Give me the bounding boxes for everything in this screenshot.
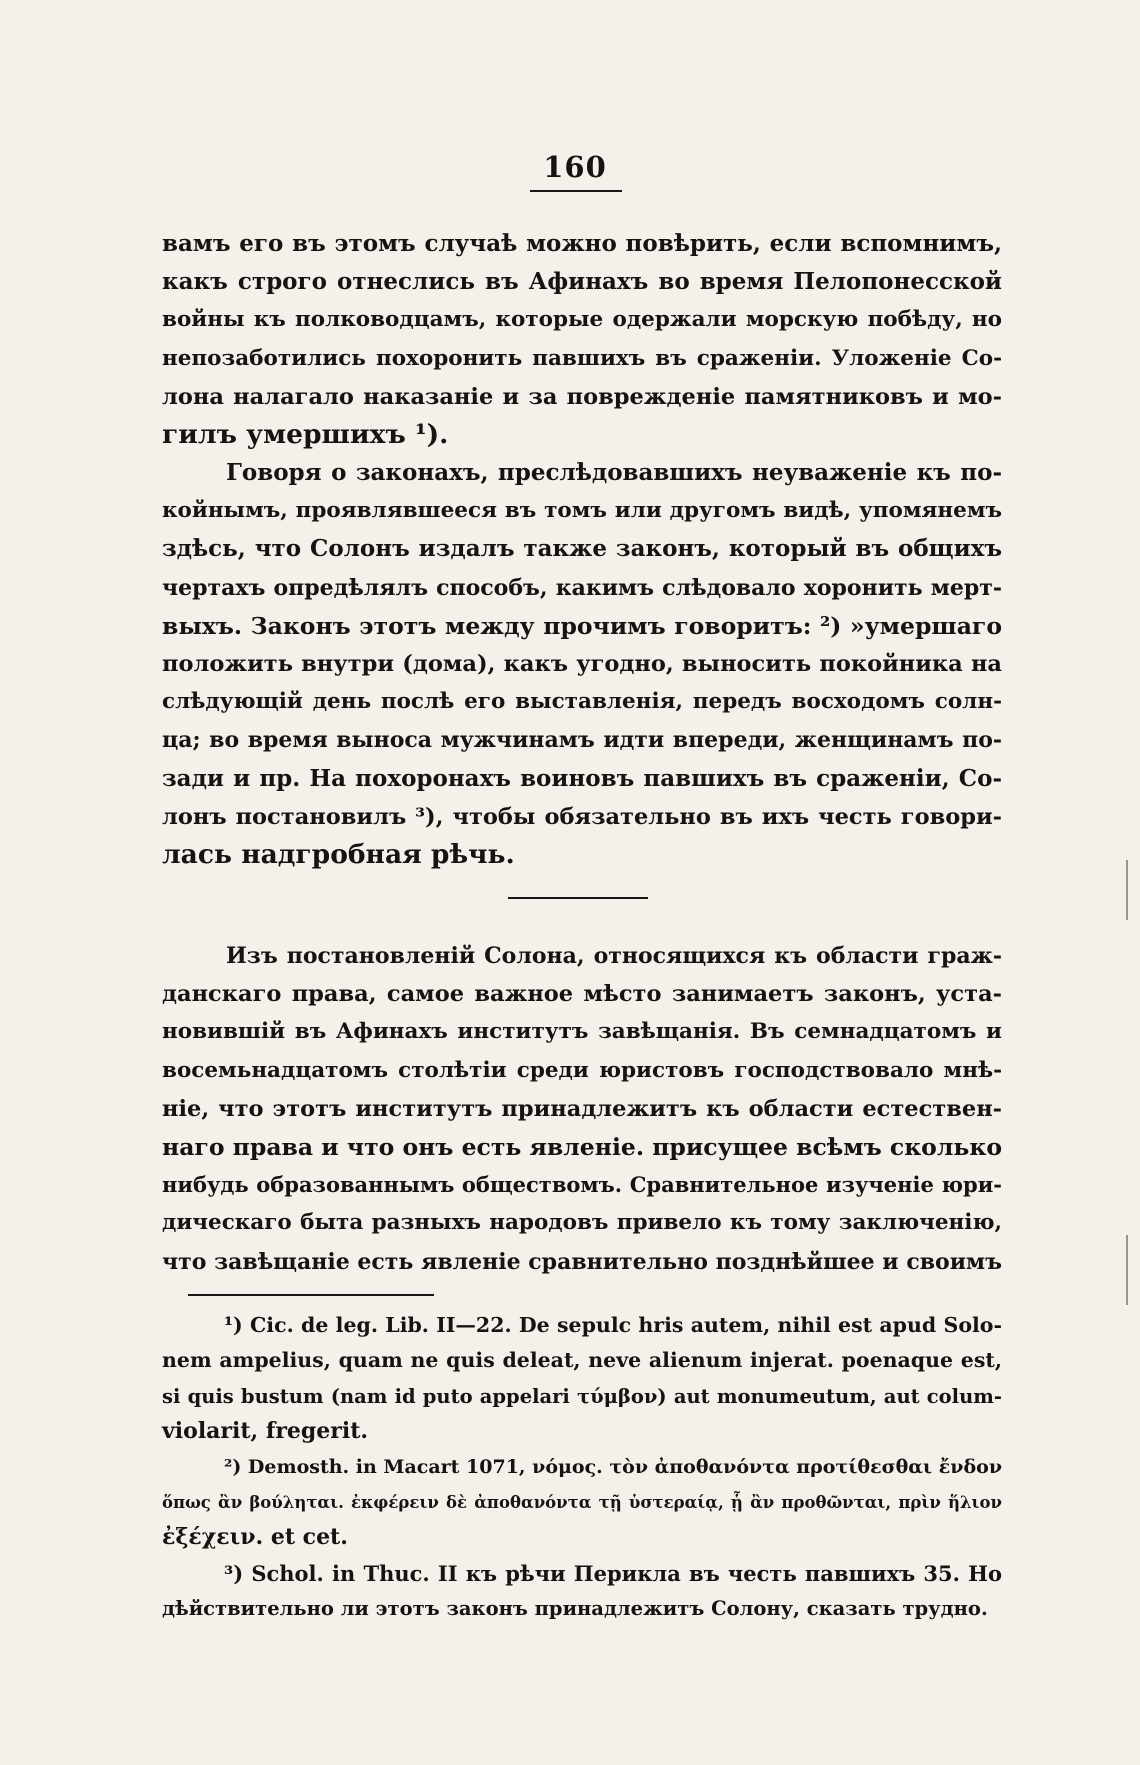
text-line: чертахъ опредѣлялъ способъ, какимъ слѣдовало хоронить мерт-	[162, 574, 1002, 601]
footnote-separator	[188, 1294, 434, 1296]
text-line: положить внутри (дома), какъ угодно, выносить покойника на	[162, 650, 1002, 677]
paragraph-continuation	[162, 225, 1002, 454]
text-line: наго права и что онъ есть явленіе. присущее всѣмъ сколько	[162, 1132, 1003, 1161]
footnote-1-line: si quis bustum (nam id puto appelari τύμβον) aut monumeutum, aut colum-	[162, 1384, 1002, 1408]
footnote-2-line: ²) Demosth. in Macart 1071, νόμος. τὸν ἀποθανόντα προτίθεσθαι ἔνδον	[224, 1455, 1002, 1478]
text-line: восемьнадцатомъ столѣтіи среди юристовъ господствовало мнѣ-	[162, 1057, 1002, 1083]
text-line: нибудь образованнымъ обществомъ. Сравнительное изученіе юри-	[162, 1172, 1002, 1198]
text-line: войны къ полководцамъ, которые одержали морскую побѣду, но	[162, 307, 1002, 333]
text-line: зади и пр. На похоронахъ воиновъ павшихъ въ сраженіи, Со-	[162, 764, 1002, 792]
text-line: какъ строго отнеслись въ Афинахъ во время Пелопонесской	[162, 268, 1002, 296]
text-line: вамъ его въ этомъ случаѣ можно повѣрить, если вспомнимъ,	[162, 230, 1002, 257]
text-line: Говоря о законахъ, преслѣдовавшихъ неуваженіе къ по-	[226, 459, 1002, 486]
footnote-1-line: nem ampelius, quam ne quis deleat, neve alienum injerat. poenaque est,	[162, 1348, 1002, 1373]
text-line: лонъ постановилъ ³), чтобы обязательно въ ихъ честь говори-	[162, 803, 1002, 830]
text-line: здѣсь, что Солонъ издалъ также законъ, который въ общихъ	[162, 535, 1002, 563]
footnote-2-line: ὅπως ἂν βούληται. ἐκφέρειν δὲ ἀποθανόντα τῇ ὑστεραίᾳ, ᾗ ἂν προθῶνται, πρὶν ἥλιον	[162, 1492, 1002, 1512]
text-line: дическаго быта разныхъ народовъ привело къ тому заключенію,	[162, 1210, 1002, 1236]
scan-edge-mark	[1126, 860, 1128, 920]
footnote-1-line: violarit, fregerit.	[162, 1418, 369, 1445]
footnote-1-line: ¹) Cic. de leg. Lib. II—22. De sepulc hris autem, nihil est apud Solo-	[224, 1313, 1002, 1337]
text-line: Изъ постановленій Солона, относящихся къ области граж-	[226, 943, 1002, 969]
text-line: непозаботились похоронить павшихъ въ сраженіи. Уложеніе Со-	[162, 345, 1002, 371]
text-line: выхъ. Законъ этотъ между прочимъ говоритъ: ²) »умершаго	[162, 611, 1002, 640]
text-line: койнымъ, проявлявшееся въ томъ или другомъ видѣ, упомянемъ	[162, 498, 1002, 524]
text-line: данскаго права, самое важное мѣсто занимаетъ законъ, уста-	[162, 981, 1002, 1008]
text-line: лона налагало наказаніе и за поврежденіе памятниковъ и мо-	[162, 383, 1002, 410]
page-number: 160	[543, 150, 607, 184]
paragraph-testament-law	[162, 937, 1002, 1281]
footnote-3-line: дѣйствительно ли этотъ законъ принадлежитъ Солону, сказать трудно.	[162, 1597, 988, 1621]
section-divider	[508, 897, 648, 899]
text-line: что завѣщаніе есть явленіе сравнительно позднѣйшее и своимъ	[162, 1248, 1002, 1275]
text-line: ніе, что этотъ институтъ принадлежитъ къ области естествен-	[162, 1095, 1002, 1122]
scan-edge-mark	[1126, 1235, 1128, 1305]
text-line: ца; во время выноса мужчинамъ идти впереди, женщинамъ по-	[162, 727, 1002, 754]
footnotes	[162, 1308, 1002, 1627]
text-line: гилъ умершихъ ¹).	[162, 418, 449, 450]
text-line: новившій въ Афинахъ институтъ завѣщанія. Въ семнадцатомъ и	[162, 1019, 1002, 1045]
text-line: слѣдующій день послѣ его выставленія, передъ восходомъ солн-	[162, 689, 1002, 715]
text-line: лась надгробная рѣчь.	[162, 838, 515, 870]
footnote-3-line: ³) Schol. in Thuc. II къ рѣчи Перикла въ честь павшихъ 35. Но	[224, 1560, 1002, 1586]
page-number-underline	[530, 190, 622, 192]
footnote-2-line: ἐξέχειν. et cet.	[162, 1524, 348, 1551]
paragraph-funeral-law	[162, 454, 1002, 874]
